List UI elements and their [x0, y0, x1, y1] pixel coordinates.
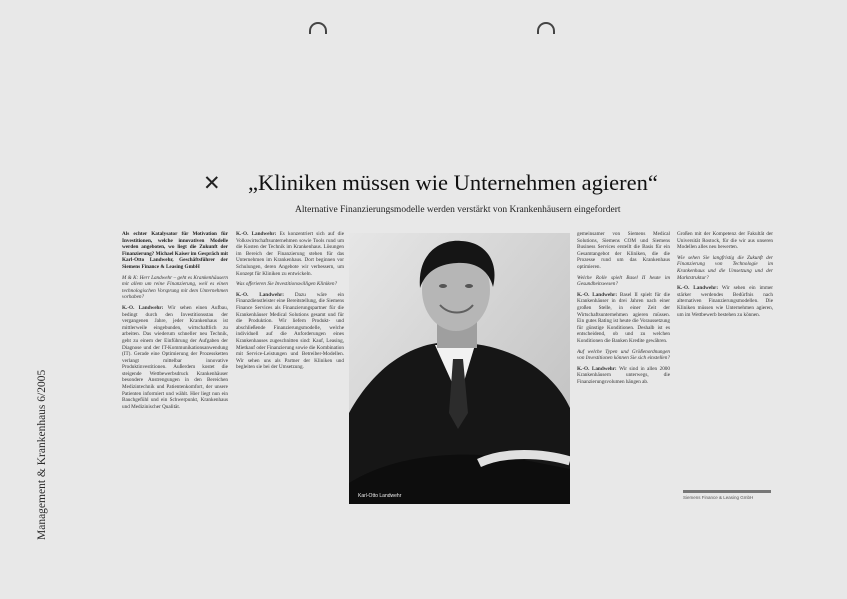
source-reference: Management & Krankenhaus 6/2005 — [36, 369, 48, 540]
answer-text: Dazu wäre ein Finanzdienstleister eine Bereitstellung, die Siemens Finance Services als Finanzierungspartner für die Krankenhäuser Medical Solutions gesamt und für die Produktion. Wir liefern Produkt- und abschließende Finanzierungsmodelle, welche individuell auf die Anforderungen eines Krankenhauses zugeschnitten sind: Kauf, Leasing, Mietkauf oder Finanzierung sowie die Kombination mit Service-Leistungen und Betreiber-Modellen. Wir sehen uns als Partner der Kliniken und begleiten sie bei der Umsetzung. — [236, 291, 344, 371]
answer — [236, 292, 344, 371]
cross-mark-icon: ✕ — [203, 171, 221, 195]
portrait-photo — [349, 233, 570, 504]
question: Auf welche Typen und Größenordnungen von Investitionen können Sie sich einstellen? — [577, 348, 670, 362]
footer-note: Siemens Finance & Leasing GmbH — [683, 495, 754, 500]
portrait-illustration — [349, 233, 570, 504]
article-column-1 — [122, 231, 228, 489]
speaker: K.-O. Landwehr: — [236, 231, 277, 237]
punch-hole-right — [537, 22, 555, 34]
answer-text: Wir sind in allen 2000 Krankenhäusern unterwegs, die Finanzierungsvolumen hängen ab. — [577, 365, 670, 385]
article-headline: „Kliniken müssen wie Unternehmen agieren“ — [248, 170, 658, 195]
footer-rule — [683, 490, 771, 493]
question: Wie sehen Sie langfristig die Zukunft der Finanzierung von Technologie im Krankenhaus und die Umsetzung und der Marktstruktur? — [677, 254, 773, 281]
article-subheadline: Alternative Finanzierungsmodelle werden verstärkt von Krankenhäusern eingefordert — [295, 205, 621, 215]
article-column-2 — [236, 231, 344, 491]
article-column-3 — [577, 231, 670, 479]
question: Welche Rolle spielt Basel II heute im Gesundheitswesen? — [577, 274, 670, 288]
speaker: K.-O. Landwehr: — [122, 304, 164, 311]
answer — [236, 231, 344, 277]
speaker: K.-O. Landwehr: — [577, 291, 618, 298]
answer-text: Wir sehen ein immer stärker werdendes Bedürfnis nach alternativen Finanzierungsmodellen. Die Kliniken müssen wie Unternehmen agieren, um im Wettbewerb bestehen zu können. — [677, 285, 773, 318]
answer — [577, 366, 670, 386]
answer-text: Basel II spielt für die Krankenhäuser in drei Jahren nach einer großen Stelle, in einer Zeit der Wirtschaftsunternehmen agieren müssen. Ein gutes Rating ist heute die Voraussetzung für günstige Konditionen. Deshalb ist es entscheidend, ob und zu welchen Konditionen die Banken Kredite gewähren. — [577, 291, 670, 344]
question: M & K: Herr Landwehr – geht es Krankenhäusern mit allem um reine Finanzierung, weil es einen technologischen Vorsprung mit dem Unternehmen vorhaben? — [122, 274, 228, 301]
answer — [577, 292, 670, 345]
speaker: K.-O. Landwehr: — [677, 285, 719, 292]
photo-caption: Karl-Otto Landwehr — [358, 493, 402, 499]
answer — [122, 305, 228, 411]
answer-text: Es konzentriert sich auf die Volkswirtschaftsunternehmen sowie Tools rund um die Kosten der Technik im Krankenhaus. Lösungen im Bereich der Finanzierung stehen für das Unternehmen im Krankenhaus. Dort beginnen vor Schulungen, deren Angebote wir verbessern, um Konzept für Kliniken zu entwickeln. — [236, 231, 344, 277]
speaker: K.-O. Landwehr: — [236, 291, 285, 298]
answer — [677, 285, 773, 318]
punch-hole-left — [309, 22, 327, 34]
answer-text: Wir sehen einen Aufbau, bedingt durch den Investitionsstau der vergangenen Jahre, jeder Krankenhaus ist mittlerweile eingebunden, wirtschaftlich zu arbeiten. Das wiederum schneller neu Technik, geht zu einem der Einführung der Aufgaben der Diagnose und der IT-Kommunikationsanwendung (IT). Gerade eine Optimierung der Prozessketten verlangt mittelbar innovative Produktinvestitionen. Außerdem kostet die steigende Wettbewerbsdruck Krankenhäuser besondere Anstrengungen in den Bereichen Medizintechnik und Patientenkomfort, der unsere Patienten informiert und wählt. Hier liegt nun ein Bauchgefühl und ein Schwerpunkt, Krankenhaus und Medizinischer Qualität. — [122, 304, 228, 410]
answer-text: Großen mit der Kompetenz der Fakultät der Universität Rostock, für die wir aus unseren Modellen alles neu bewerten. — [677, 231, 773, 251]
answer-text: gemeinsamer von Siemens Medical Solutions, Siemens COM und Siemens Business Services erstellt die Basis für ein Gesamtangebot der Kliniken, die die Prozesse rund um das Krankenhaus optimieren. — [577, 231, 670, 270]
article-column-4 — [677, 231, 773, 459]
speaker: K.-O. Landwehr: — [577, 365, 617, 372]
question: Was offerieren Sie Investitionswilligen Kliniken? — [236, 281, 338, 288]
lead-paragraph: Als echter Katalysator für Motivation für Investitionen, welche innovativen Modelle werden angeboten, wo liegt die Zukunft der Finanzierung? Michael Kaiser im Gespräch mit Karl-Otto Landwehr, Geschäftsführer der Siemens Finance & Leasing GmbH — [122, 231, 228, 270]
